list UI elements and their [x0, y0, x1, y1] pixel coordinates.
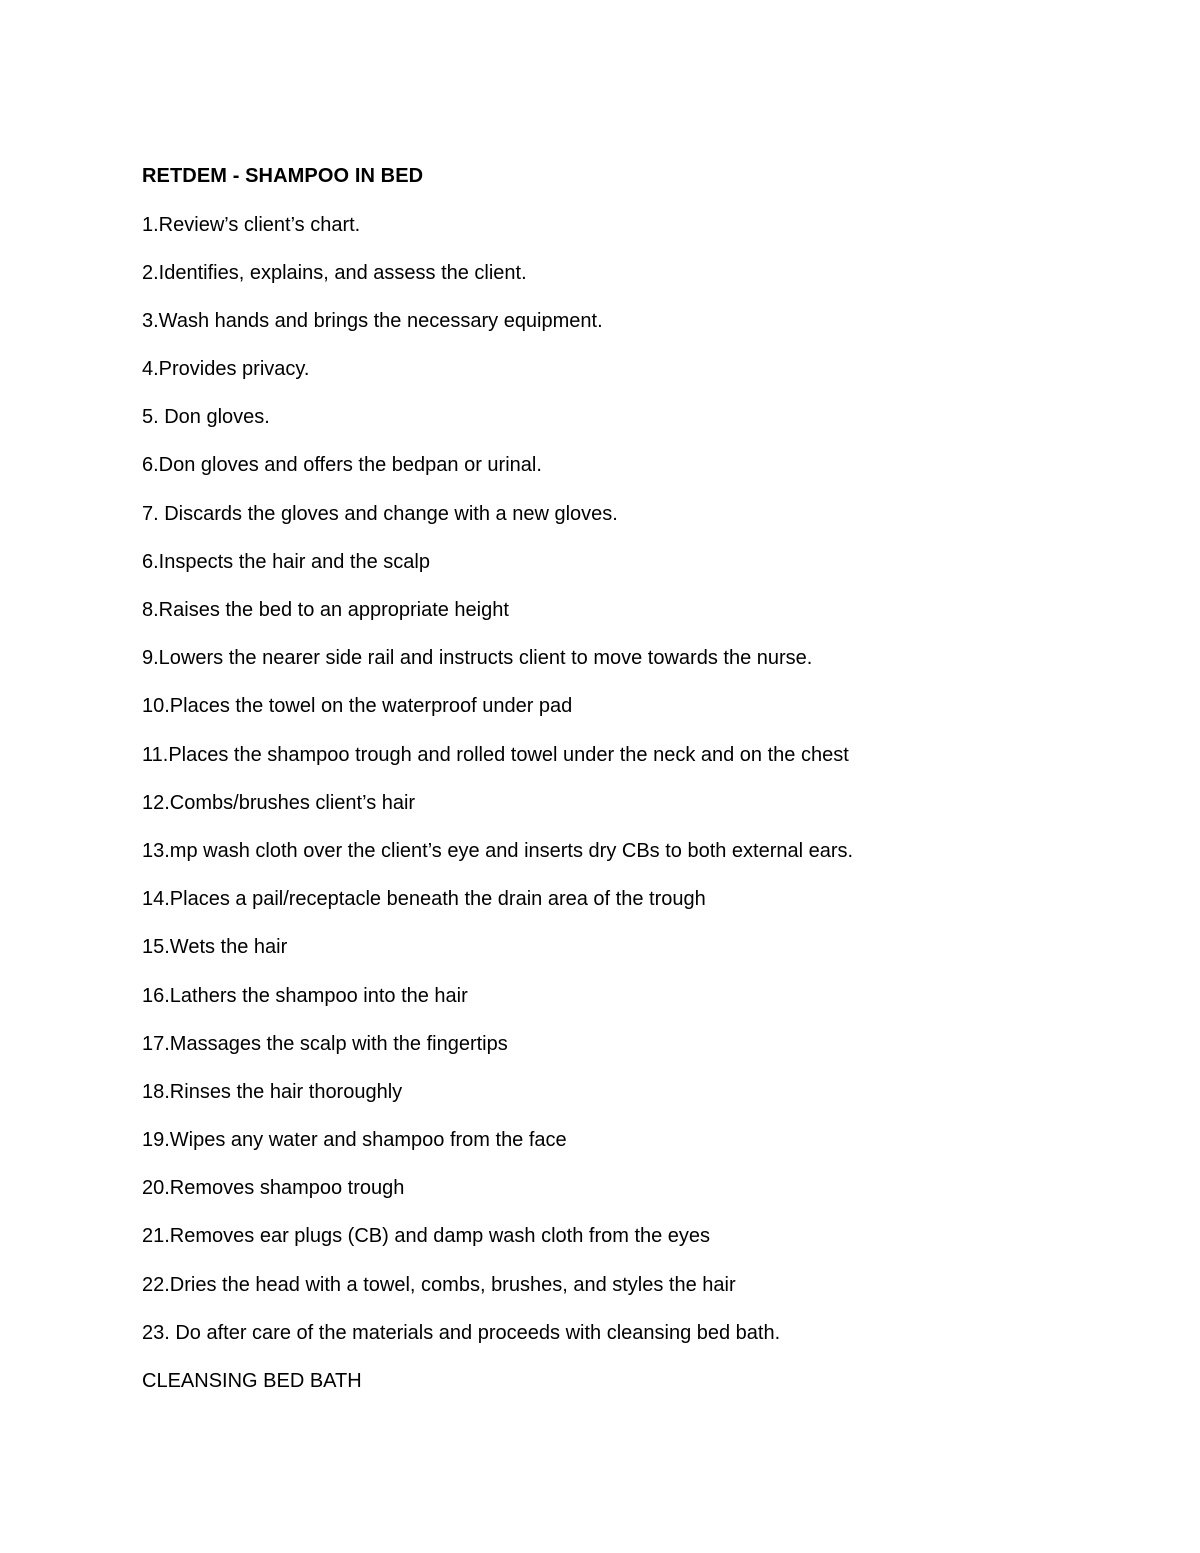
- procedure-step: 17.Massages the scalp with the fingertips: [142, 1032, 508, 1055]
- procedure-step: 23. Do after care of the materials and proceeds with cleansing bed bath.: [142, 1321, 781, 1344]
- procedure-step: 22.Dries the head with a towel, combs, brushes, and styles the hair: [142, 1273, 736, 1296]
- procedure-step: 15.Wets the hair: [142, 936, 288, 959]
- procedure-step: 11.Places the shampoo trough and rolled towel under the neck and on the chest: [142, 743, 849, 766]
- procedure-step: 13.mp wash cloth over the client’s eye and inserts dry CBs to both external ears.: [142, 839, 854, 862]
- procedure-step: 7. Discards the gloves and change with a new gloves.: [142, 502, 618, 525]
- document-body: [142, 164, 1142, 1393]
- section-heading-next: CLEANSING BED BATH: [142, 1370, 362, 1392]
- procedure-step: 2.Identifies, explains, and assess the client.: [142, 261, 527, 284]
- procedure-step: 6.Inspects the hair and the scalp: [142, 550, 430, 573]
- procedure-step: 16.Lathers the shampoo into the hair: [142, 984, 468, 1007]
- procedure-step: 4.Provides privacy.: [142, 358, 310, 381]
- procedure-step: 10.Places the towel on the waterproof under pad: [142, 695, 573, 718]
- procedure-step: 14.Places a pail/receptacle beneath the drain area of the trough: [142, 888, 706, 911]
- document-title: RETDEM - SHAMPOO IN BED: [142, 165, 424, 187]
- procedure-step: 6.Don gloves and offers the bedpan or urinal.: [142, 454, 542, 477]
- procedure-step: 1.Review’s client’s chart.: [142, 213, 361, 236]
- procedure-step: 9.Lowers the nearer side rail and instructs client to move towards the nurse.: [142, 647, 813, 670]
- procedure-step: 5. Don gloves.: [142, 406, 270, 429]
- procedure-step: 18.Rinses the hair thoroughly: [142, 1080, 403, 1103]
- procedure-step: 20.Removes shampoo trough: [142, 1177, 405, 1200]
- procedure-step: 19.Wipes any water and shampoo from the face: [142, 1129, 567, 1152]
- procedure-step: 12.Combs/brushes client’s hair: [142, 791, 416, 814]
- procedure-step: 21.Removes ear plugs (CB) and damp wash cloth from the eyes: [142, 1225, 711, 1248]
- procedure-steps: [142, 213, 1142, 1345]
- procedure-step: 8.Raises the bed to an appropriate height: [142, 599, 509, 621]
- procedure-step: 3.Wash hands and brings the necessary equipment.: [142, 309, 603, 332]
